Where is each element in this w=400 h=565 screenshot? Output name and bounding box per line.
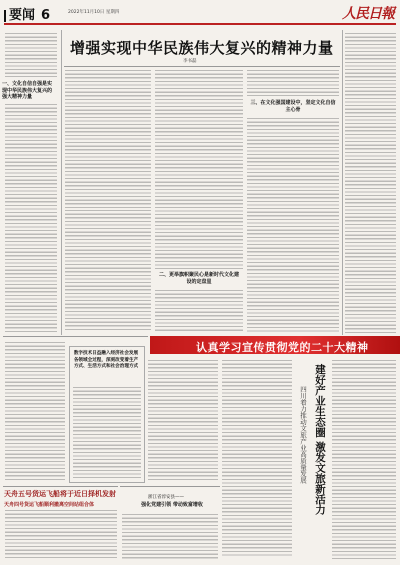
article-column [247,70,339,96]
news-text [5,510,117,560]
section-subhead: 二、更举旗帜聚民心是新时代文化建设的定盘星 [158,272,239,285]
right-column-text [345,33,396,333]
page-number: 6 [41,8,51,23]
sidebar-text-top [5,33,57,77]
sidebar-text-body [5,104,57,332]
article-headline: 增强实现中华民族伟大复兴的精神力量 [70,39,334,57]
article-column [65,210,151,332]
headline-rule [64,66,340,67]
lower-left-text [5,342,65,480]
article-column [155,290,243,332]
news-headline: 天舟五号货运飞船将于近日择机发射 [4,490,116,498]
section-label [4,4,50,23]
box-headline: 数字技术日益融入经济社会发展各领域全过程，深刻改变着生产方式、生活方式和社会治理方式 [73,351,139,369]
column-divider [342,30,343,335]
box-text [73,387,141,479]
section-title: 要闻 [9,8,36,23]
section-rule [3,486,118,487]
column-divider [61,30,62,335]
box-article [69,346,145,483]
article-column [65,70,151,210]
newspaper-logo: 人民日報 [342,6,394,22]
feature-text [332,360,396,560]
section-bar-icon [4,10,6,22]
news-subhead: 天舟四号货运飞船顺利撤离空间站组合体 [4,502,95,508]
section-rule [3,336,148,337]
section-subhead: 三、在文化强国建设中，坚定文化自信主心骨 [250,100,336,113]
lower-middle-text [222,360,292,556]
article-column [155,70,243,270]
news-kicker: 浙江省淳安县—— [148,495,184,500]
news-headline: 强化党建引领 带动致富增收 [141,502,203,508]
feature-title: 建好产业生态圈 激发文旅新活力 [314,364,326,515]
lower-middle-text [148,360,218,480]
masthead [4,3,396,25]
feature-subtitle: 四川着力推动文旅产业高质量发展 [299,386,307,484]
article-column [247,118,339,332]
sidebar-section-title: 一、文化自信自强是实现中华民族伟大复兴的强大精神力量 [2,81,53,100]
article-byline: 李书磊 [183,59,197,64]
section-rule [120,486,220,487]
news-text [122,514,218,560]
dateline: 2022年11月10日 星期四 [68,10,120,15]
banner-text: 认真学习宣传贯彻党的二十大精神 [196,341,369,354]
